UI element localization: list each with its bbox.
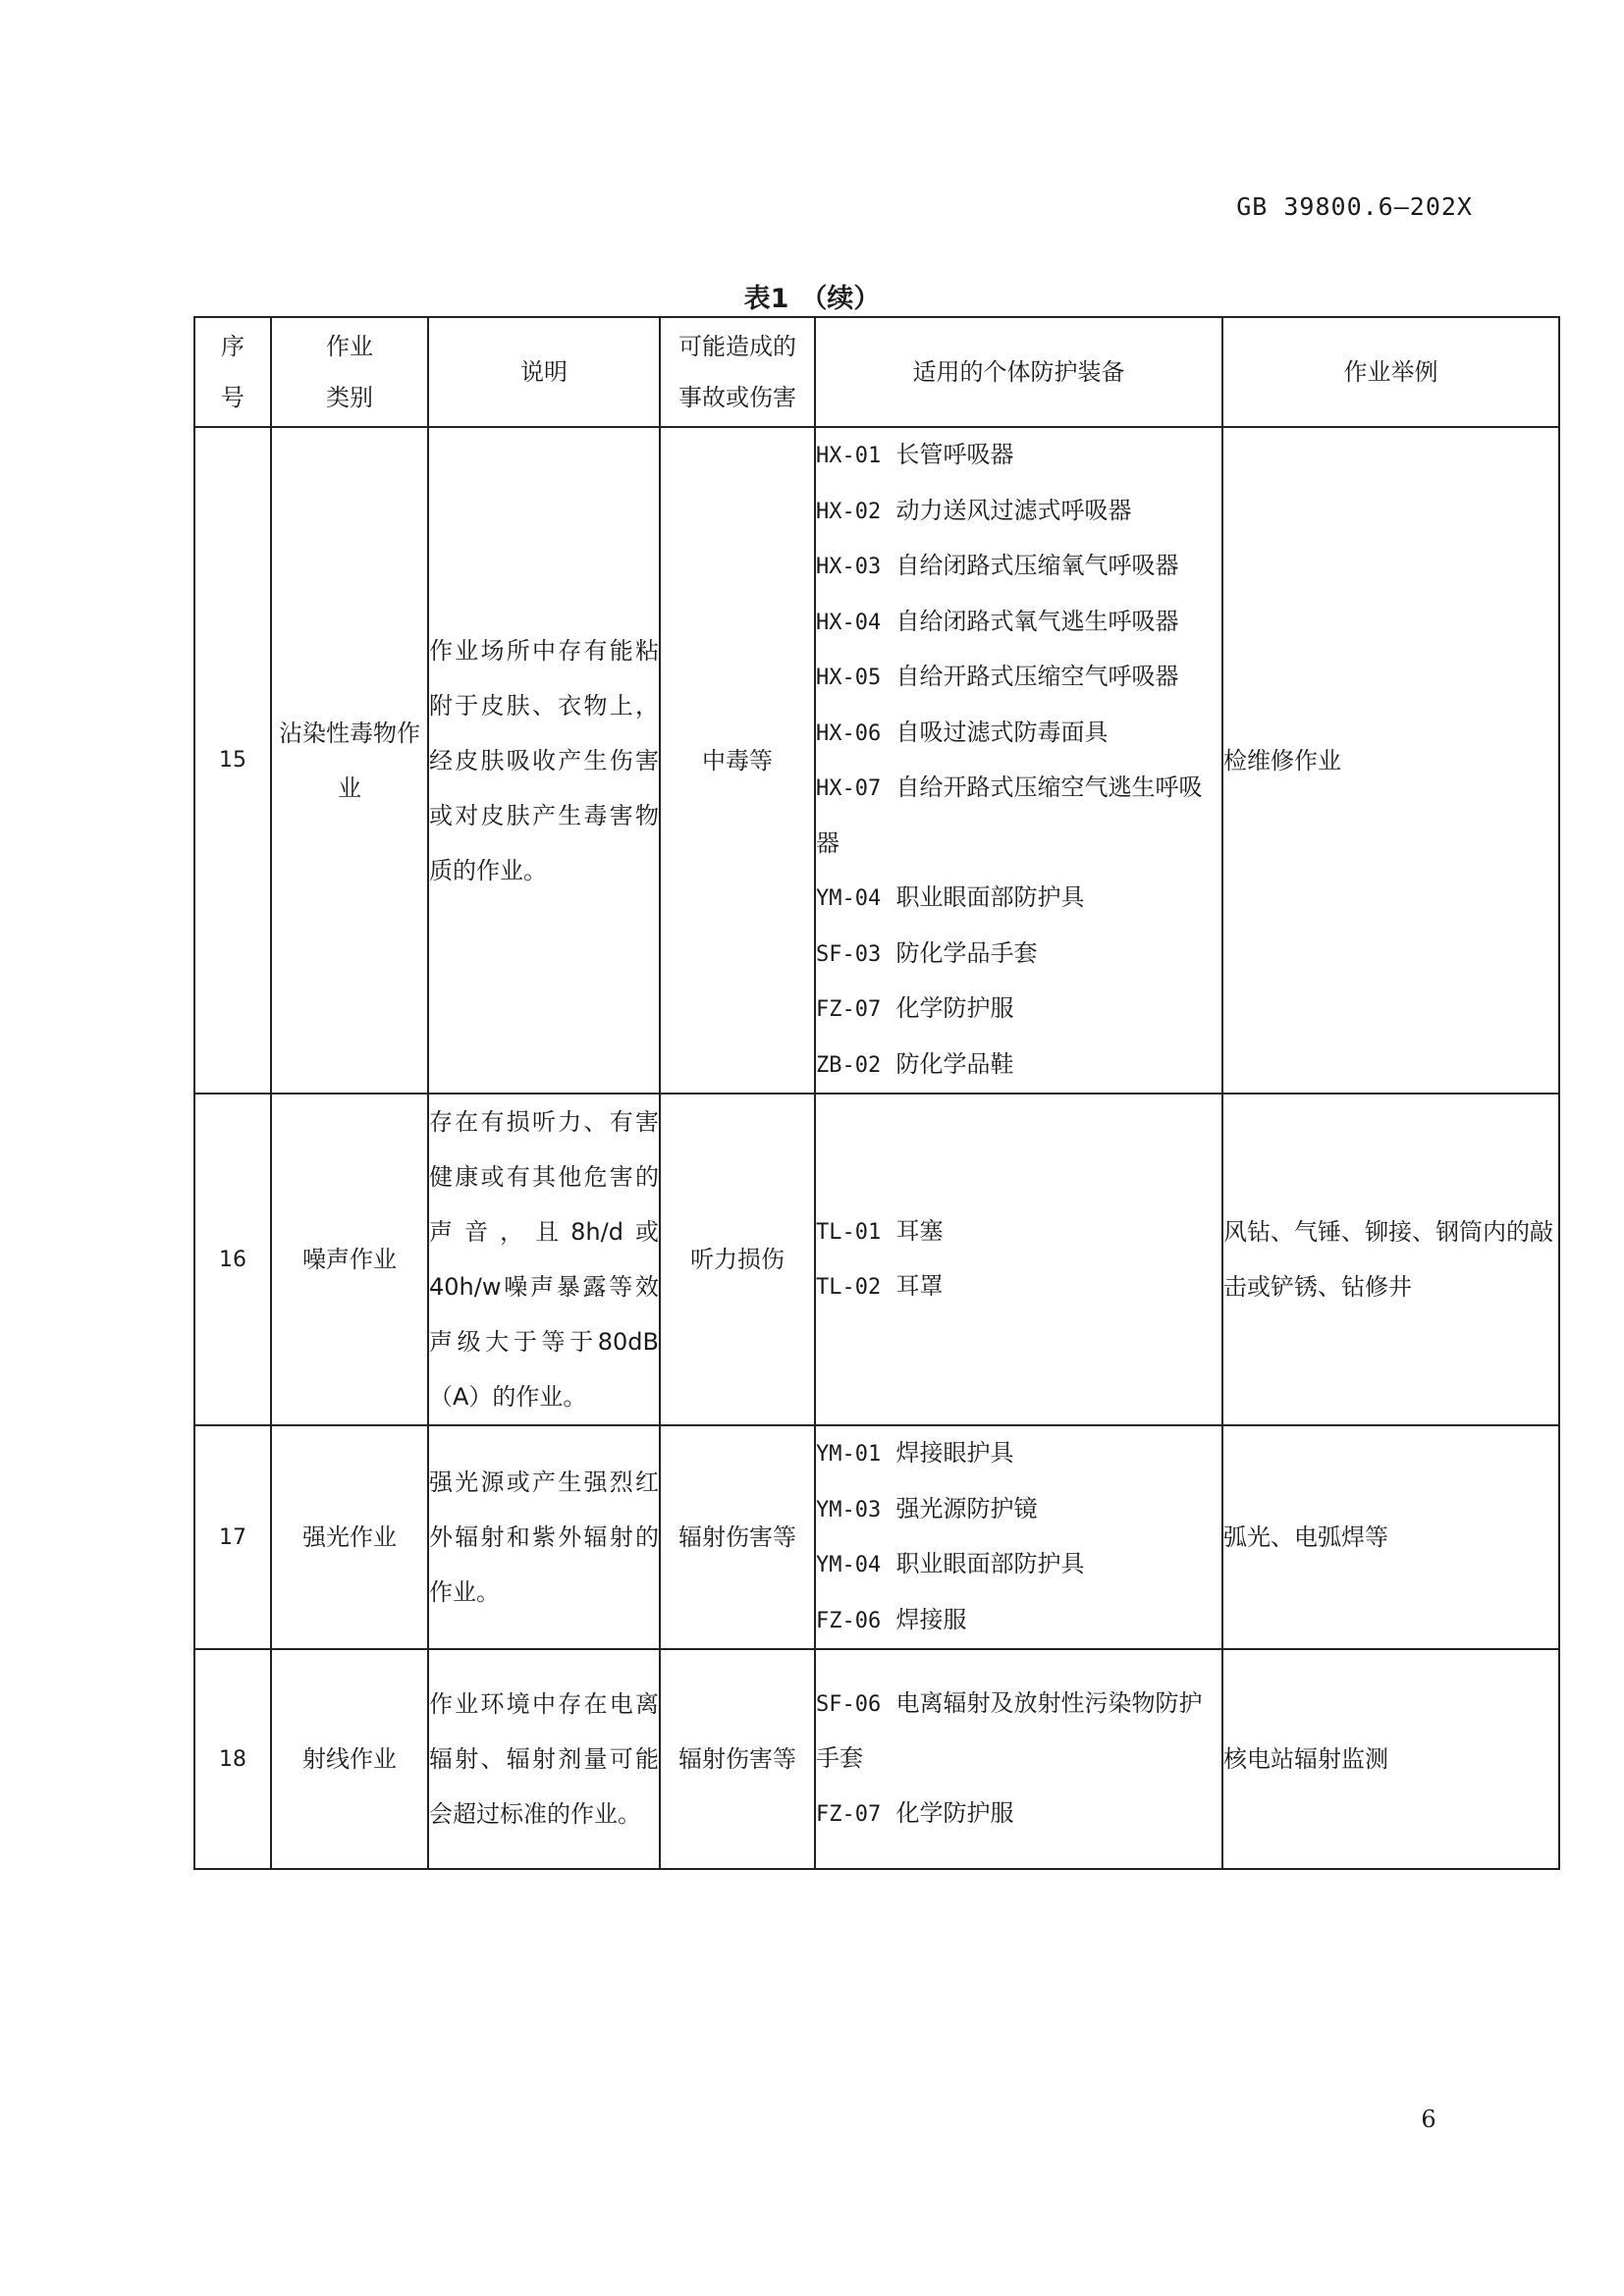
row-example: 核电站辐射监测 bbox=[1222, 1649, 1559, 1869]
equipment-name: 强光源防护镜 bbox=[895, 1494, 1038, 1522]
row-example: 风钻、气锤、铆接、钢筒内的敲击或铲锈、钻修井 bbox=[1222, 1094, 1559, 1425]
table-row bbox=[194, 1094, 1559, 1425]
equipment-item bbox=[816, 650, 1221, 706]
row-category: 强光作业 bbox=[271, 1425, 428, 1649]
equipment-item bbox=[816, 706, 1221, 762]
table-row bbox=[194, 427, 1559, 1094]
row-description: 作业场所中存有能粘附于皮肤、衣物上，经皮肤吸收产生伤害或对皮肤产生毒害物质的作业。 bbox=[428, 427, 660, 1094]
row-category: 沾染性毒物作业 bbox=[271, 427, 428, 1094]
header-category-line1: 作业 bbox=[326, 333, 373, 360]
row-number: 17 bbox=[194, 1425, 271, 1649]
equipment-code: FZ-07 bbox=[816, 997, 882, 1022]
equipment-name: 焊接眼护具 bbox=[895, 1439, 1014, 1467]
equipment-item bbox=[816, 1426, 1221, 1482]
header-no bbox=[194, 317, 271, 427]
standard-code: GB 39800.6—202X bbox=[1236, 192, 1473, 221]
equipment-item bbox=[816, 1482, 1221, 1538]
equipment-name: 职业眼面部防护具 bbox=[895, 883, 1085, 911]
row-harm: 中毒等 bbox=[660, 427, 815, 1094]
row-number: 16 bbox=[194, 1094, 271, 1425]
equipment-code: YM-01 bbox=[816, 1442, 882, 1467]
equipment-item bbox=[816, 595, 1221, 651]
equipment-code: HX-07 bbox=[816, 776, 882, 801]
equipment-code: HX-04 bbox=[816, 610, 882, 635]
row-equipment bbox=[815, 1094, 1222, 1425]
row-harm: 辐射伤害等 bbox=[660, 1649, 815, 1869]
equipment-item bbox=[816, 982, 1221, 1038]
row-number: 15 bbox=[194, 427, 271, 1094]
table-caption-label: 表1 bbox=[743, 284, 789, 314]
equipment-name: 动力送风过滤式呼吸器 bbox=[895, 496, 1132, 524]
equipment-name: 自给闭路式氧气逃生呼吸器 bbox=[895, 607, 1179, 635]
row-description: 存在有损听力、有害健康或有其他危害的声音，且8h/d或40h/w噪声暴露等效声级大于等于80dB（A）的作业。 bbox=[428, 1094, 660, 1425]
row-equipment bbox=[815, 1649, 1222, 1869]
equipment-name: 化学防护服 bbox=[895, 1798, 1014, 1827]
row-category: 噪声作业 bbox=[271, 1094, 428, 1425]
equipment-item bbox=[816, 1259, 1221, 1315]
equipment-name: 自给开路式压缩空气逃生呼吸器 bbox=[816, 774, 1203, 857]
equipment-code: FZ-07 bbox=[816, 1801, 882, 1827]
header-equipment-text: 适用的个体防护装备 bbox=[912, 358, 1125, 386]
equipment-code: HX-06 bbox=[816, 721, 882, 746]
equipment-code: YM-04 bbox=[816, 886, 882, 911]
equipment-name: 自给开路式压缩空气呼吸器 bbox=[895, 663, 1179, 690]
equipment-name: 防化学品鞋 bbox=[895, 1049, 1014, 1078]
equipment-item bbox=[816, 428, 1221, 484]
header-no-line1: 序 bbox=[221, 333, 244, 360]
equipment-code: ZB-02 bbox=[816, 1052, 882, 1078]
equipment-name: 电离辐射及放射性污染物防护手套 bbox=[816, 1688, 1203, 1773]
equipment-item bbox=[816, 1537, 1221, 1593]
equipment-item bbox=[816, 539, 1221, 595]
equipment-item bbox=[816, 761, 1221, 871]
equipment-item bbox=[816, 1593, 1221, 1649]
equipment-code: HX-03 bbox=[816, 555, 882, 579]
equipment-item bbox=[816, 871, 1221, 927]
equipment-code: YM-04 bbox=[816, 1553, 882, 1577]
row-category: 射线作业 bbox=[271, 1649, 428, 1869]
equipment-item bbox=[816, 484, 1221, 540]
equipment-name: 耳塞 bbox=[895, 1216, 944, 1245]
row-number: 18 bbox=[194, 1649, 271, 1869]
equipment-code: YM-03 bbox=[816, 1497, 882, 1522]
row-example: 检维修作业 bbox=[1222, 427, 1559, 1094]
equipment-name: 自给闭路式压缩氧气呼吸器 bbox=[895, 552, 1179, 579]
row-equipment bbox=[815, 1425, 1222, 1649]
header-example bbox=[1222, 317, 1559, 427]
header-harm-line2: 事故或伤害 bbox=[678, 384, 796, 411]
page-number: 6 bbox=[1421, 2106, 1436, 2133]
header-description bbox=[428, 317, 660, 427]
table-row bbox=[194, 1425, 1559, 1649]
equipment-code: SF-03 bbox=[816, 941, 882, 967]
ppe-table bbox=[193, 316, 1560, 1870]
equipment-name: 焊接服 bbox=[895, 1605, 967, 1633]
row-harm: 辐射伤害等 bbox=[660, 1425, 815, 1649]
equipment-code: HX-05 bbox=[816, 666, 882, 690]
equipment-code: HX-01 bbox=[816, 444, 882, 468]
equipment-item bbox=[816, 1204, 1221, 1260]
row-description: 作业环境中存在电离辐射、辐射剂量可能会超过标准的作业。 bbox=[428, 1649, 660, 1869]
equipment-code: SF-06 bbox=[816, 1691, 882, 1717]
equipment-item bbox=[816, 1787, 1221, 1842]
equipment-name: 长管呼吸器 bbox=[895, 441, 1014, 468]
equipment-item bbox=[816, 1677, 1221, 1787]
header-category-line2: 类别 bbox=[326, 384, 373, 411]
table-caption-note: （续） bbox=[800, 284, 881, 314]
header-example-text: 作业举例 bbox=[1343, 358, 1438, 386]
equipment-name: 职业眼面部防护具 bbox=[895, 1550, 1085, 1577]
header-harm bbox=[660, 317, 815, 427]
equipment-name: 防化学品手套 bbox=[895, 938, 1038, 967]
equipment-code: TL-01 bbox=[816, 1219, 882, 1245]
equipment-name: 化学防护服 bbox=[895, 994, 1014, 1022]
equipment-name: 耳罩 bbox=[895, 1272, 944, 1300]
equipment-name: 自吸过滤式防毒面具 bbox=[895, 718, 1109, 746]
header-category bbox=[271, 317, 428, 427]
row-description: 强光源或产生强烈红外辐射和紫外辐射的作业。 bbox=[428, 1425, 660, 1649]
equipment-item bbox=[816, 1038, 1221, 1094]
table-row bbox=[194, 1649, 1559, 1869]
row-example: 弧光、电弧焊等 bbox=[1222, 1425, 1559, 1649]
equipment-code: TL-02 bbox=[816, 1275, 882, 1300]
table-caption bbox=[0, 277, 1624, 315]
table-header-row bbox=[194, 317, 1559, 427]
row-equipment bbox=[815, 427, 1222, 1094]
header-no-line2: 号 bbox=[221, 384, 244, 411]
header-harm-line1: 可能造成的 bbox=[678, 333, 796, 360]
row-harm: 听力损伤 bbox=[660, 1094, 815, 1425]
equipment-code: HX-02 bbox=[816, 499, 882, 524]
equipment-code: FZ-06 bbox=[816, 1608, 882, 1633]
header-equipment bbox=[815, 317, 1222, 427]
equipment-item bbox=[816, 927, 1221, 983]
header-description-text: 说明 bbox=[520, 358, 568, 386]
